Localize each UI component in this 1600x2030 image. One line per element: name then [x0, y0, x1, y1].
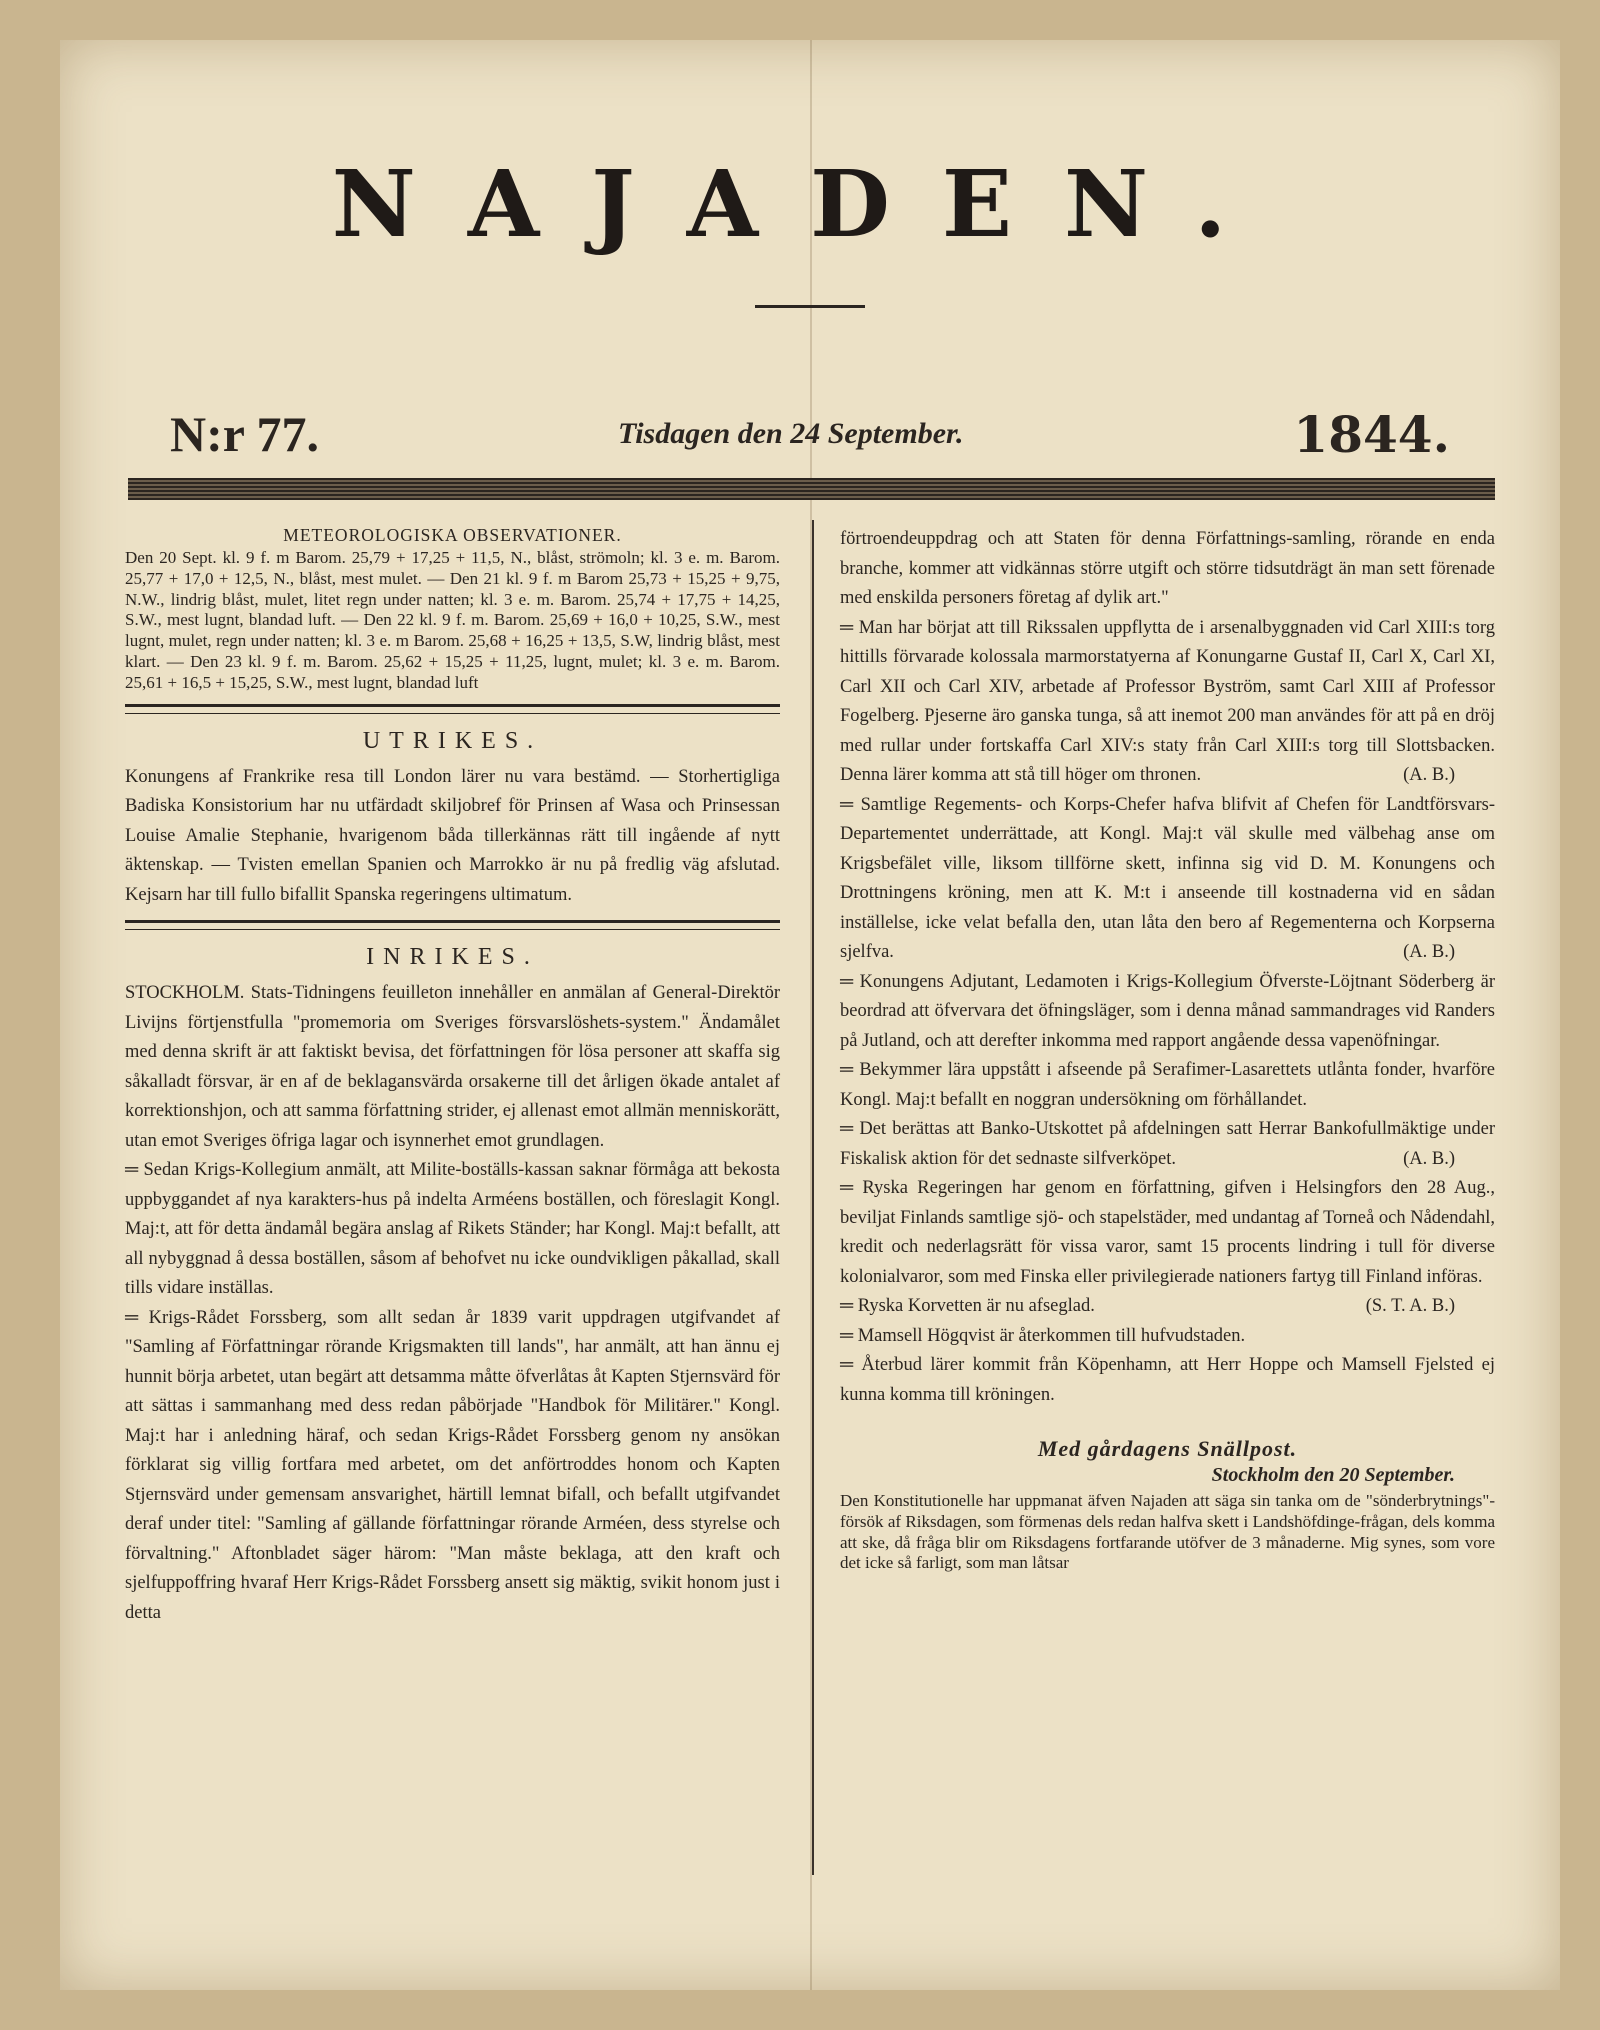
issue-year: 1844.: [1293, 405, 1450, 464]
signature: (A. B.): [1403, 765, 1455, 785]
article-paragraph: ═ Mamsell Högqvist är återkommen till hufvudstaden.: [840, 1325, 1246, 1346]
issue-line: [170, 405, 1450, 465]
left-column: [125, 525, 780, 1628]
masthead-title: NAJADEN.: [331, 150, 1279, 258]
inrikes-heading: INRIKES.: [366, 944, 539, 971]
issue-date: Tisdagen den 24 September.: [618, 417, 964, 450]
header-rule: [128, 478, 1495, 500]
signature: (A. B.): [1403, 1148, 1455, 1169]
article-paragraph: ═ Det berättas att Banko-Utskottet på afdelningen satt Herrar Bankofullmäktige under Fiskalisk aktion för det sednaste silfverköpet. (A. B.): [840, 1115, 1495, 1174]
inrikes-paragraph: STOCKHOLM. Stats-Tidningens feuilleton innehåller en anmälan af General-Direktör Livijns förtjenstfulla "promemoria om Sveriges försvarslöshets-system." Ändamålet med denna skrift är att faktiskt bevisa, det författningen för lösa personer att skaffa sig såkalladt försvar, är en af de beklagansvärda orsakerne till det årligen ökade antalet af korrektionshjon, och att samma författning strider, ej allenast emot allmän menniskorätt, utan emot Sveriges öfriga lagar och isynnerhet emot grundlagen.: [125, 983, 780, 1151]
article-paragraph: ═ Samtlige Regements- och Korps-Chefer hafva blifvit af Chefen för Landtförsvars-Departementet underrättade, att Kongl. Maj:t väl skulle med välbehag anse om Krigsbefälet ville, liksom tillförne skett, infinna sig vid D. M. Konungens och Drottningens kröning, men att K. M:t i anseende till kostnaderna vid en sådan inställelse, icke velat befalla den, utan låta den bero af Regementerna och Korpserna sjelfva. (A. B.): [840, 791, 1495, 968]
masthead-rule: [755, 305, 865, 308]
article-paragraph: ═ Konungens Adjutant, Ledamoten i Krigs-Kollegium Öfverste-Löjtnant Söderberg är beordrad att öfvervara det öfningsläger, som i denna månad sammandrages vid Randers på Jutland, och att derefter inkomma med rapport angående dessa vapenöfningar.: [840, 971, 1495, 1051]
article-paragraph: ═ Man har börjat att till Rikssalen uppflytta de i arsenalbyggnaden vid Carl XIII:s torg hittills förvarade kolossala marmorstatyerna af Konungarne Gustaf II, Carl X, Carl XI, Carl XII och Carl XIV, arbetade af Professor Byström, samt Carl XIII af Professor Fogelberg. Pjeserne äro ganska tunga, så att inemot 200 man användes för att på en dröj med rullar under fortskaffa Carl XIV:s staty från Carl XIII:s torg till Slottsbacken. Denna lärer komma att stå till höger om thronen. (A. B.): [840, 614, 1495, 791]
inrikes-paragraph: ═ Krigs-Rådet Forssberg, som allt sedan år 1839 varit uppdragen utgifvandet af "Samling af Författningar rörande Krigsmakten till lands", har anmält, att han ännu ej hunnit börja arbetet, utan begärt att detsamma måtte öfverlåtas åt Kapten Stjernsvärd för att sättas i sammanhang med dess redan påbörjade "Handbok för Militärer." Kongl. Maj:t har i anledning häraf, och sedan Krigs-Rådet Forssberg genom ny ansökan förklarat sig villig fortfara med arbetet, om det anförtroddes honom och Kapten Stjernsvärd under gemensam ansvarighet, härtill lemnat bifall, och befallt utgifvandet deraf under titel: "Samling af gällande författningar rörande Arméen, dess styrelse och förvaltning." Aftonbladet säger härom: "Man måste beklaga, att den kraft och sjelfuppoffring hvaraf Herr Krigs-Rådet Forssberg ansett sig mäktig, svikit honom just i detta: [125, 1307, 780, 1623]
article-paragraph: ═ Ryska Korvetten är nu afseglad.: [840, 1296, 1095, 1316]
issue-number: N:r 77.: [170, 406, 320, 462]
meteorology-heading: METEOROLOGISKA OBSERVATIONER.: [283, 525, 622, 545]
article-paragraph: ═ Ryska Regeringen har genom en författning, gifven i Helsingfors den 28 Aug., beviljat Finlands samtlige sjö- och stapelstäder, med undantag af Torneå och Nådendahl, kredit och nederlagsrätt för vissa varor, samt 15 procents lindring i tull för diverse kolonialvaror, som med Finska eller privilegierade nationers fartyg till Finland införas. (S. T. A. B.): [840, 1174, 1495, 1292]
utrikes-heading: UTRIKES.: [362, 727, 543, 754]
article-paragraph: förtroendeuppdrag och att Staten för denna Författnings-samling, rörande en enda branche, kommer att vidkännas större utgift och större tidsutdrägt än man sett förenade med enskilda personers företag af dylik art.": [840, 529, 1495, 608]
section-rule: [125, 704, 780, 714]
article-paragraph: ═ Bekymmer lära uppstått i afseende på Serafimer-Lasarettets utlånta fonder, hvarföre Kongl. Maj:t befallt en noggran undersökning om förhållandet.: [840, 1060, 1495, 1110]
utrikes-text: Konungens af Frankrike resa till London lärer nu vara bestämd. — Storhertigliga Badiska Konsistorium har nu utfärdadt skiljobref för Prinsen af Wasa och Prinsessan Louise Amalie Stephanie, hvarigenom båda tillerkännas rätt till ingående af nytt äktenskap. — Tvisten emellan Spanien och Marrokko är nu på fredlig väg afslutad. Kejsarn har till fullo bifallit Spanska regeringens ultimatum.: [125, 766, 780, 905]
inrikes-paragraph: ═ Sedan Krigs-Kollegium anmält, att Milite-boställs-kassan saknar förmåga att bekosta uppbyggandet af nya karakters-hus på indelta Arméens boställen, och föreslagit Kongl. Maj:t, att för detta ändamål begära anslag af Rikets Ständer; har Kongl. Maj:t befallt, att all nybyggnad å dessa boställen, såsom af behofvet nu icke oundvikligen påkallad, skall tills vidare inställas.: [125, 1160, 780, 1299]
column-divider: [812, 520, 814, 1875]
post-text: Den Konstitutionelle har uppmanat äfven Najaden att säga sin tanka om de "sönderbrytnings"-försök af Riksdagen, som förmenas dels redan halfva skett i Landshöfdinge-frågan, dels komma att ske, då fråga blir om Riksdagens fortfarande utöfver de 3 månaderne. Mig synes, som vore det icke så farligt, som man låtsar: [840, 1491, 1495, 1573]
signature: (A. B.): [1403, 942, 1455, 962]
meteorology-text: Den 20 Sept. kl. 9 f. m Barom. 25,79 + 17,25 + 11,5, N., blåst, strömoln; kl. 3 e. m. Barom. 25,77 + 17,0 + 12,5, N., blåst, mest mulet. — Den 21 kl. 9 f. m Barom 25,73 + 15,25 + 9,75, N.W., lindrig blåst, mulet, litet regn under natten; kl. 3 e. m. Barom. 25,74 + 17,75 + 14,25, S.W., mest lugnt, blandad luft. — Den 22 kl. 9 f. m. Barom. 25,69 + 16,0 + 10,25, S.W., mest lugnt, mulet, regn under natten; kl. 3 e. m Barom. 25,68 + 16,25 + 13,5, S.W, lindrig blåst, mest klart. — Den 23 kl. 9 f. m. Barom. 25,62 + 15,25 + 11,25, lugnt, mulet; kl. 3 e. m. Barom. 25,61 + 16,5 + 15,25, S.W., mest lugnt, blandad luft: [125, 548, 780, 692]
post-subheading: Stockholm den 20 September.: [1211, 1464, 1455, 1486]
section-rule: [125, 920, 780, 930]
signature: (S. T. A. B.): [1365, 1296, 1455, 1316]
post-heading: Med gårdagens Snällpost.: [1037, 1436, 1298, 1461]
article-paragraph: ═ Återbud lärer kommit från Köpenhamn, att Herr Hoppe och Mamsell Fjelsted ej kunna komma till kröningen.: [840, 1355, 1495, 1405]
right-column: [840, 525, 1495, 1574]
